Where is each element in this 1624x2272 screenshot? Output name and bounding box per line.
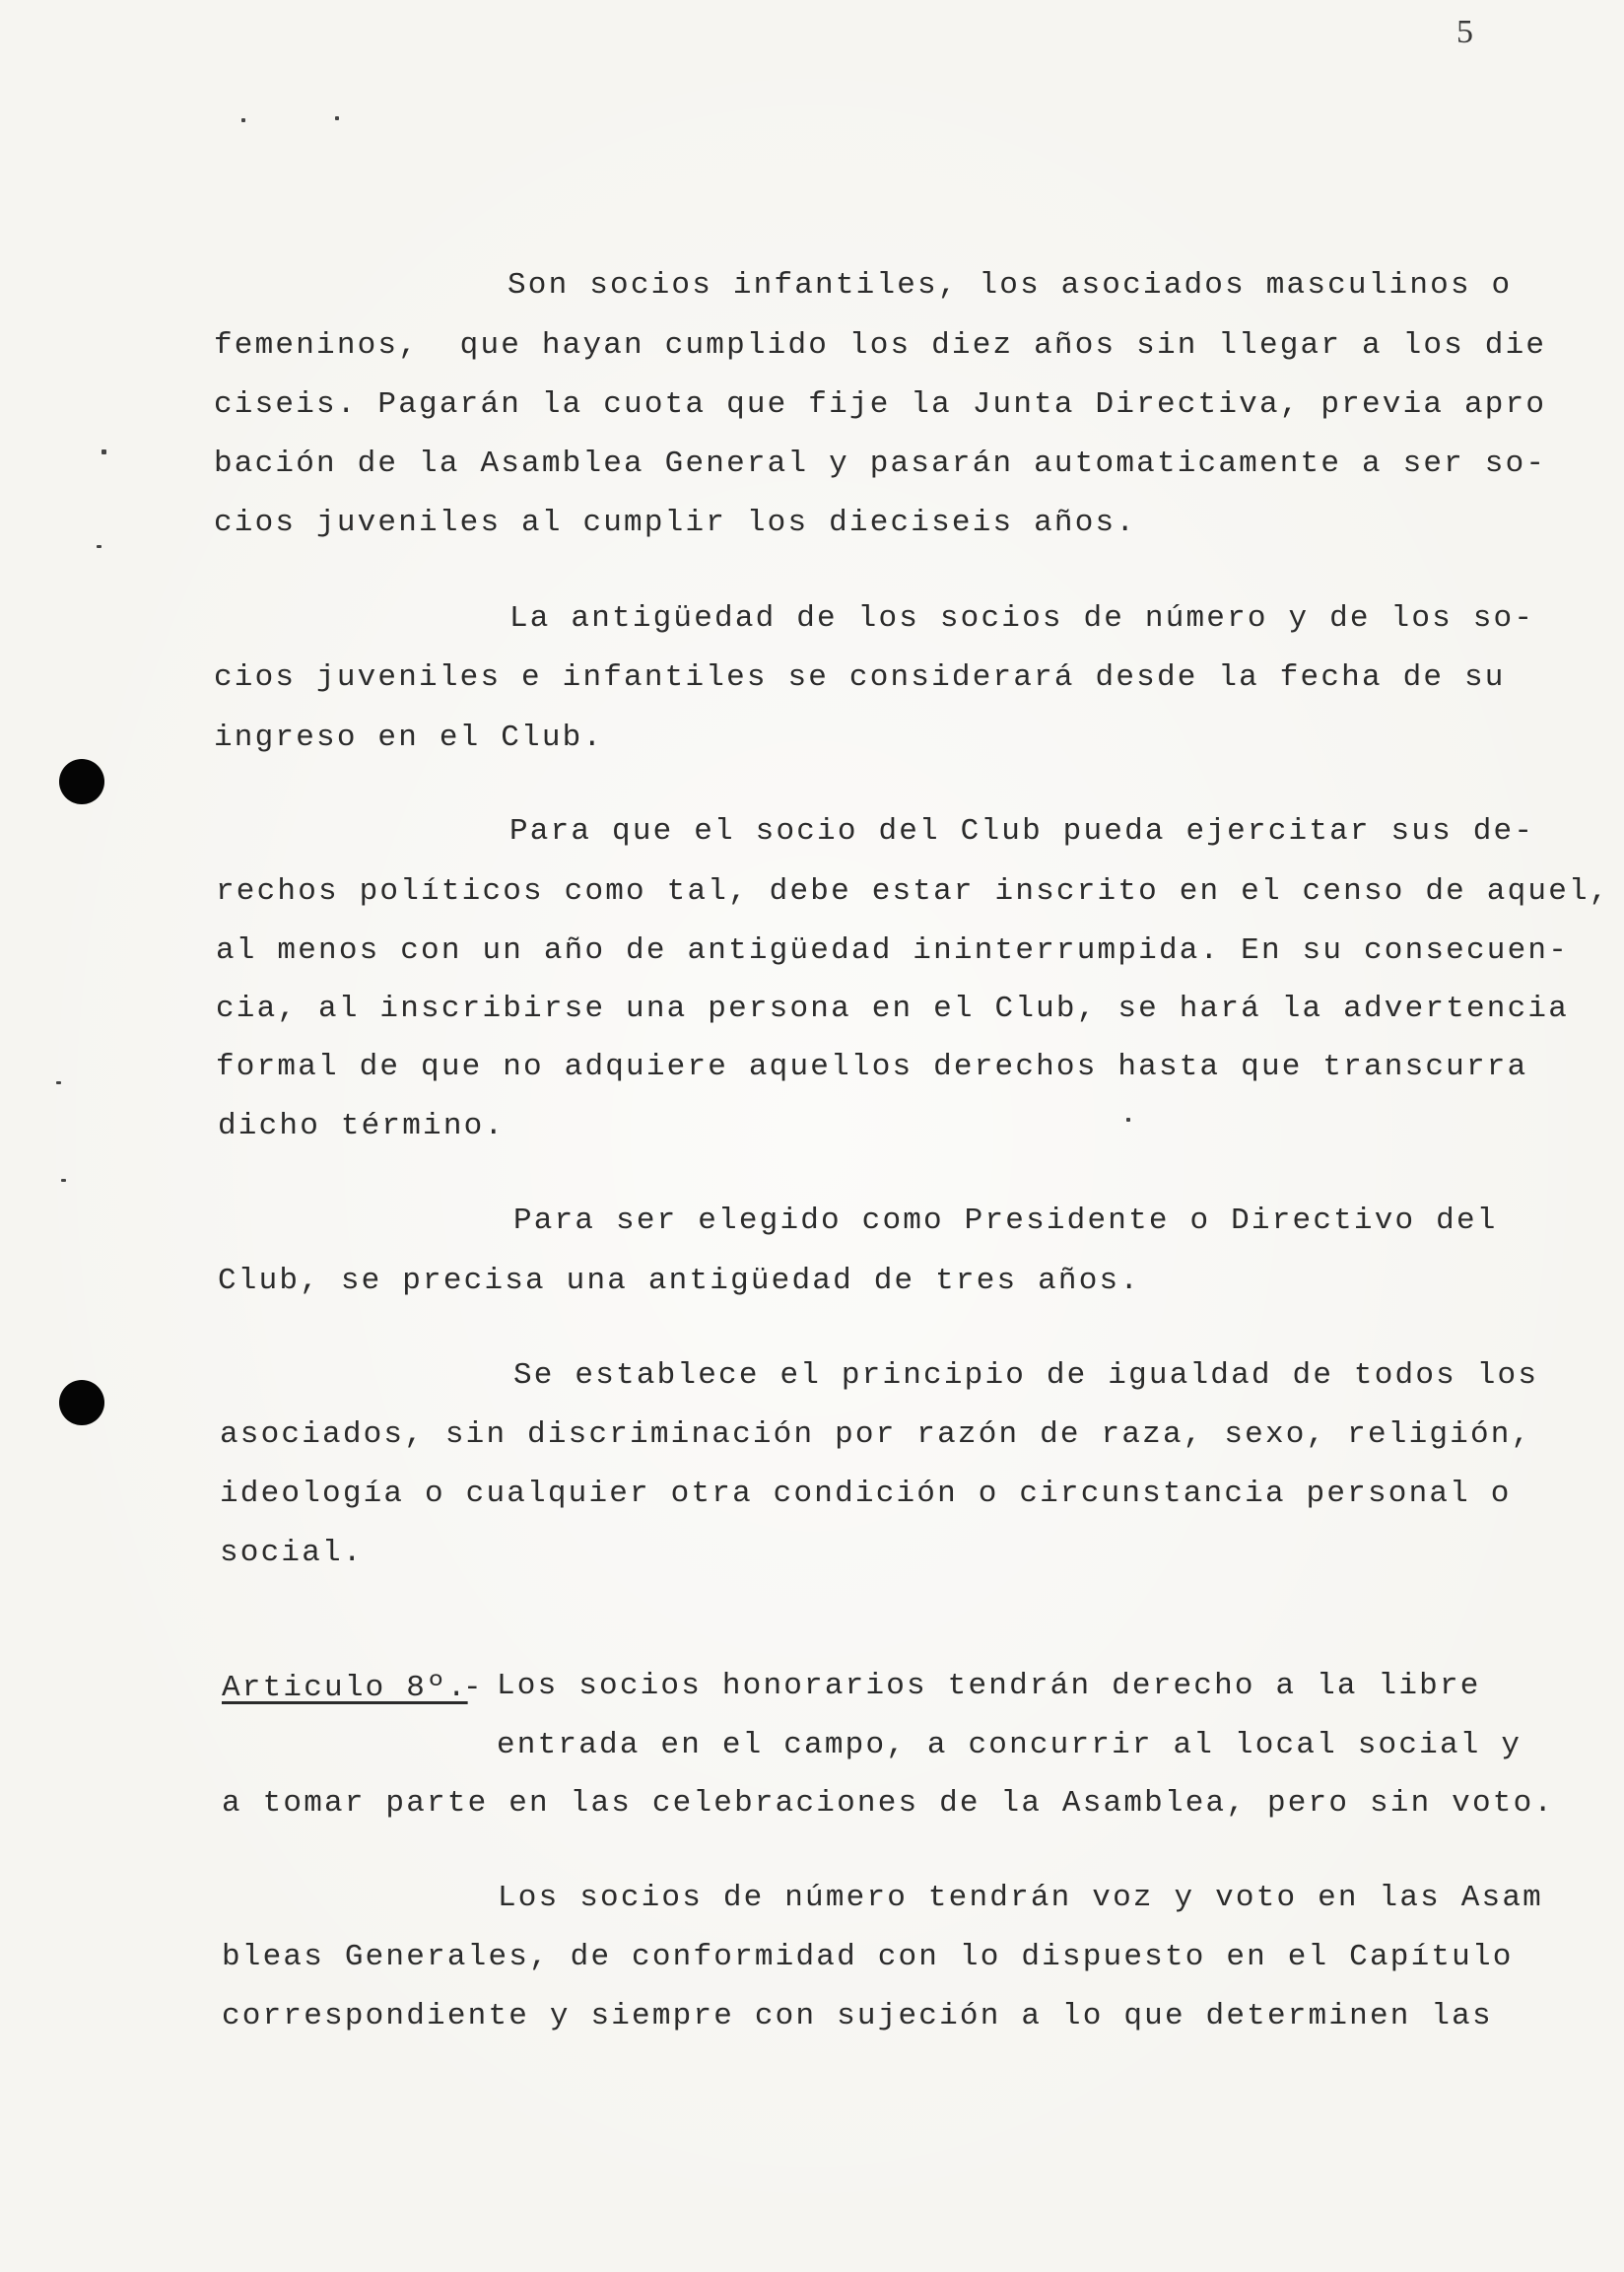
paragraph-4-line-2: Club, se precisa una antigüedad de tres años.	[218, 1264, 1141, 1298]
paragraph-2-line-3: ingreso en el Club.	[214, 721, 604, 755]
article-line-1: Los socios honorarios tendrán derecho a la libre	[497, 1669, 1481, 1703]
paragraph-4-line-1: Para ser elegido como Presidente o Directivo del	[513, 1204, 1498, 1238]
paragraph-5-line-3: ideología o cualquier otra condición o circunstancia personal o	[220, 1477, 1512, 1511]
page-number: 5	[1456, 14, 1473, 50]
paragraph-3-line-2: rechos políticos como tal, debe estar inscrito en el censo de aquel,	[216, 874, 1610, 909]
paragraph-1-line-5: cios juveniles al cumplir los dieciseis años.	[214, 506, 1137, 540]
article-line-3: a tomar parte en las celebraciones de la Asamblea, pero sin voto.	[222, 1786, 1555, 1821]
paragraph-5-line-4: social.	[220, 1536, 364, 1570]
speck	[335, 116, 339, 120]
paragraph-6-line-1: Los socios de número tendrán voz y voto en las Asam	[498, 1881, 1543, 1915]
paragraph-5-line-2: asociados, sin discriminación por razón de raza, sexo, religión,	[220, 1417, 1532, 1452]
paragraph-3-line-4: cia, al inscribirse una persona en el Club, se hará la advertencia	[216, 992, 1569, 1026]
paragraph-3-line-1: Para que el socio del Club pueda ejercitar sus de-	[509, 814, 1535, 849]
paragraph-5-line-1: Se establece el principio de igualdad de todos los	[513, 1358, 1539, 1393]
paragraph-2-line-1: La antigüedad de los socios de número y de los so-	[509, 601, 1535, 636]
paragraph-1-line-3: ciseis. Pagarán la cuota que fije la Junta Directiva, previa apro	[214, 387, 1547, 422]
speck	[102, 449, 106, 454]
speck	[61, 1179, 66, 1182]
speck	[56, 1081, 61, 1084]
paragraph-1-line-2: femeninos, que hayan cumplido los diez años sin llegar a los die	[214, 328, 1547, 363]
speck	[1126, 1118, 1130, 1122]
paragraph-1-line-4: bación de la Asamblea General y pasarán automaticamente a ser so-	[214, 447, 1547, 481]
punch-hole-top	[59, 759, 104, 804]
article-heading: Articulo 8º.	[222, 1671, 468, 1705]
paragraph-3-line-6: dicho término.	[218, 1109, 506, 1143]
paragraph-1-line-1: Son socios infantiles, los asociados masculinos o	[508, 268, 1513, 303]
article-line-2: entrada en el campo, a concurrir al local social y	[497, 1728, 1522, 1762]
punch-hole-bottom	[59, 1380, 104, 1425]
article-separator: -	[463, 1671, 484, 1705]
paragraph-6-line-2: bleas Generales, de conformidad con lo dispuesto en el Capítulo	[222, 1940, 1514, 1974]
paragraph-2-line-2: cios juveniles e infantiles se considerará desde la fecha de su	[214, 660, 1506, 695]
speck	[241, 118, 245, 122]
speck	[97, 545, 102, 548]
paragraph-3-line-5: formal de que no adquiere aquellos derechos hasta que transcurra	[216, 1050, 1528, 1084]
paragraph-6-line-3: correspondiente y siempre con sujeción a lo que determinen las	[222, 1999, 1493, 2033]
paragraph-3-line-3: al menos con un año de antigüedad ininterrumpida. En su consecuen-	[216, 933, 1569, 968]
